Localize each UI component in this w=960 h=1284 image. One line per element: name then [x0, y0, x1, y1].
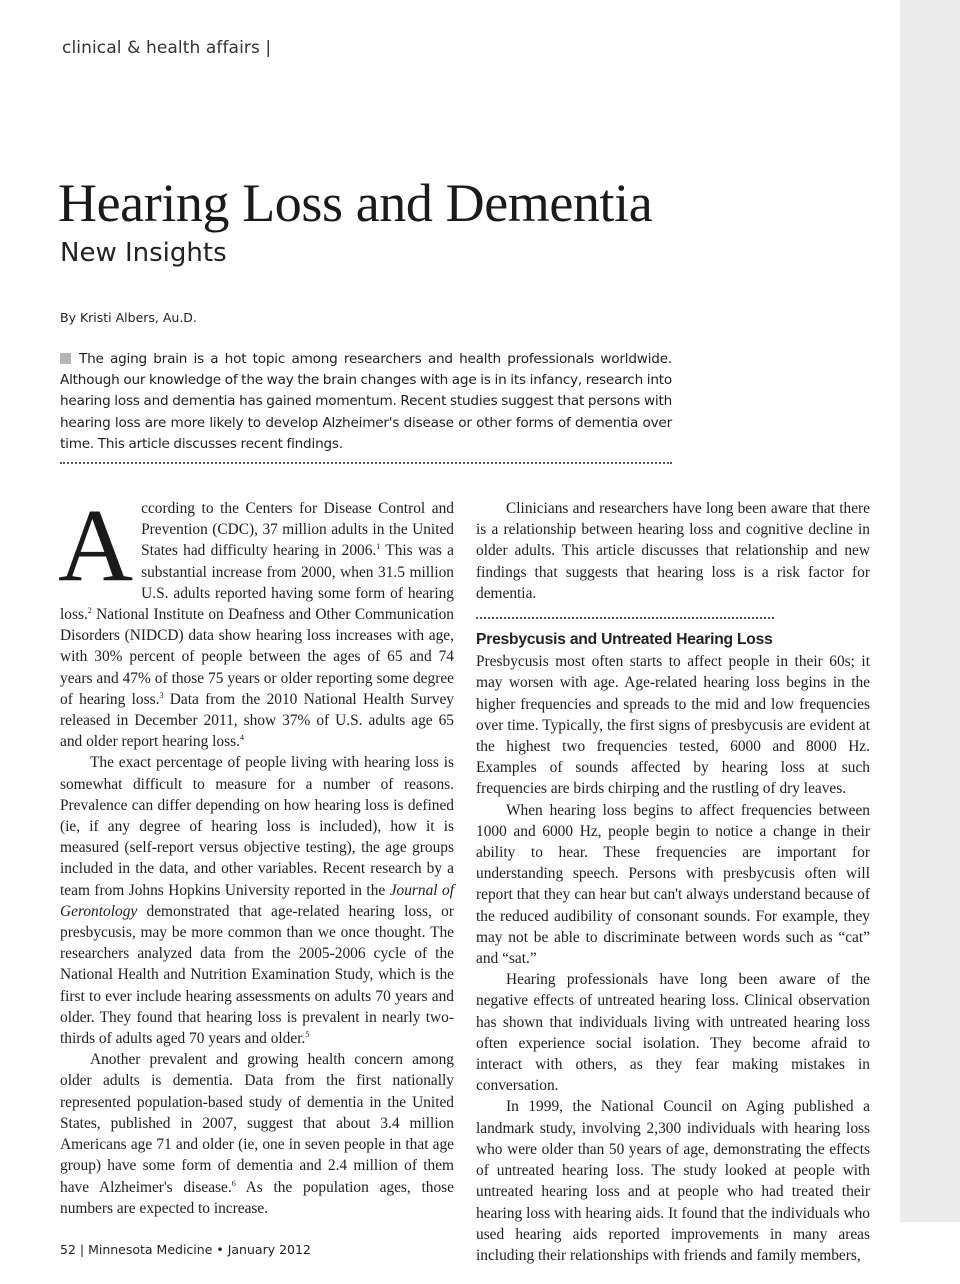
journal-title: Journal of Gerontology	[60, 881, 455, 920]
paragraph: Hearing professionals have long been aware of the negative effects of untreated hearing loss. Clinical observation has shown that individuals living with untreated hearing loss often experience social isolation. They become afraid to interact with others, as they fear making mistakes in conversation.	[476, 971, 870, 1095]
page-edge-strip	[900, 0, 960, 1222]
article-byline: By Kristi Albers, Au.D.	[60, 310, 197, 325]
square-bullet-icon	[60, 353, 71, 364]
section-heading: Presbycusis and Untreated Hearing Loss	[476, 631, 773, 649]
section-divider	[476, 617, 774, 619]
paragraph: When hearing loss begins to affect frequencies between 1000 and 6000 Hz, people begin to notice a change in their ability to hear. These frequencies are important for understanding speech. Persons with presbycusis often will report that they can hear but can't always understand because of the reduced audibility of consonant sounds. For example, they may not be able to discriminate between words such as “cat” and “sat.”	[476, 801, 870, 968]
paragraph: The exact percentage of people living with hearing loss is somewhat difficult to measure for a number of reasons. Prevalence can differ depending on how hearing loss is defined (ie, if any degree of hearing loss is included), how it is measured (self-report versus objective testing), the age groups included in the data, and other variables. Recent research by a team from Johns Hopkins University reported in the Journal of Gerontology demonstrated that age-related hearing loss, or presbycusis, may be more common than we once thought. The researchers analyzed data from the 2005-2006 cycle of the National Health and Nutrition Examination Study, which is the first to ever include hearing assessments on adults 70 years and older. They found that hearing loss is prevalent in nearly two-thirds of adults aged 70 years and older.$^5$	[60, 754, 455, 1048]
right-column	[476, 498, 870, 1266]
section-label: clinical & health affairs |	[62, 38, 272, 58]
article-abstract	[60, 349, 672, 455]
paragraph: Clinicians and researchers have long been aware that there is a relationship between hearing loss and cognitive decline in older adults. This article discusses that relationship and new findings that suggests that hearing loss is a risk factor for dementia.	[476, 500, 870, 602]
abstract-text: The aging brain is a hot topic among researchers and health professionals worldwide. Although our knowledge of the way the brain changes with age is in its infancy, research into hearing loss and dementia has gained momentum. Recent studies suggest that persons with hearing loss are more likely to develop Alzheimer's disease or other forms of dementia over time. This article discusses recent findings.	[60, 351, 672, 452]
drop-cap: A	[58, 488, 134, 603]
page-footer: 52 | Minnesota Medicine • January 2012	[60, 1242, 311, 1257]
paragraph: Presbycusis most often starts to affect people in their 60s; it may worsen with age. Age-related hearing loss begins in the higher frequencies and spreads to the mid and low frequencies over time. Typically, the first signs of presbycusis are evident at the highest two frequencies tested, 6000 and 8000 Hz. Examples of sounds affected by hearing loss at such frequencies are birds chirping and the rustling of dry leaves.	[476, 653, 870, 798]
article-title: Hearing Loss and Dementia	[58, 173, 653, 233]
paragraph: In 1999, the National Council on Aging published a landmark study, involving 2,300 individuals with hearing loss who were older than 50 years of age, demonstrating the effects of untreated hearing loss. The study looked at people with untreated hearing loss and at people who had treated their hearing loss with hearing aids. It found that the individuals who used hearing aids reported improvements in many areas including their relationships with friends and family members,	[476, 1098, 870, 1264]
abstract-divider	[60, 462, 672, 464]
paragraph: Another prevalent and growing health concern among older adults is dementia. Data from the first nationally represented population-based study of dementia in the United States, published in 2007, suggest that about 3.4 million Americans age 71 and older (ie, one in seven people in that age group) have some form of dementia and 2.4 million of them have Alzheimer's disease.$^6$ As the population ages, those numbers are expected to increase.	[60, 1051, 454, 1217]
paragraph: According to the Centers for Disease Control and Prevention (CDC), 37 million adults in the United States had difficulty hearing in 2006.$^1$ This was a substantial increase from 2000, when 31.5 million U.S. adults reported having some form of hearing loss.$^2$ National Institute on Deafness and Other Communication Disorders (NIDCD) data show hearing loss increases with age, with 30% percent of people between the ages of 65 and 74 years and 47% of those 75 years or older reporting some degree of hearing loss.$^3$ Data from the 2010 National Health Survey released in December 2011, show 37% of U.S. adults age 65 and older report hearing loss.$^4$	[58, 488, 455, 751]
article-subtitle: New Insights	[60, 238, 227, 268]
left-column	[58, 488, 455, 1219]
